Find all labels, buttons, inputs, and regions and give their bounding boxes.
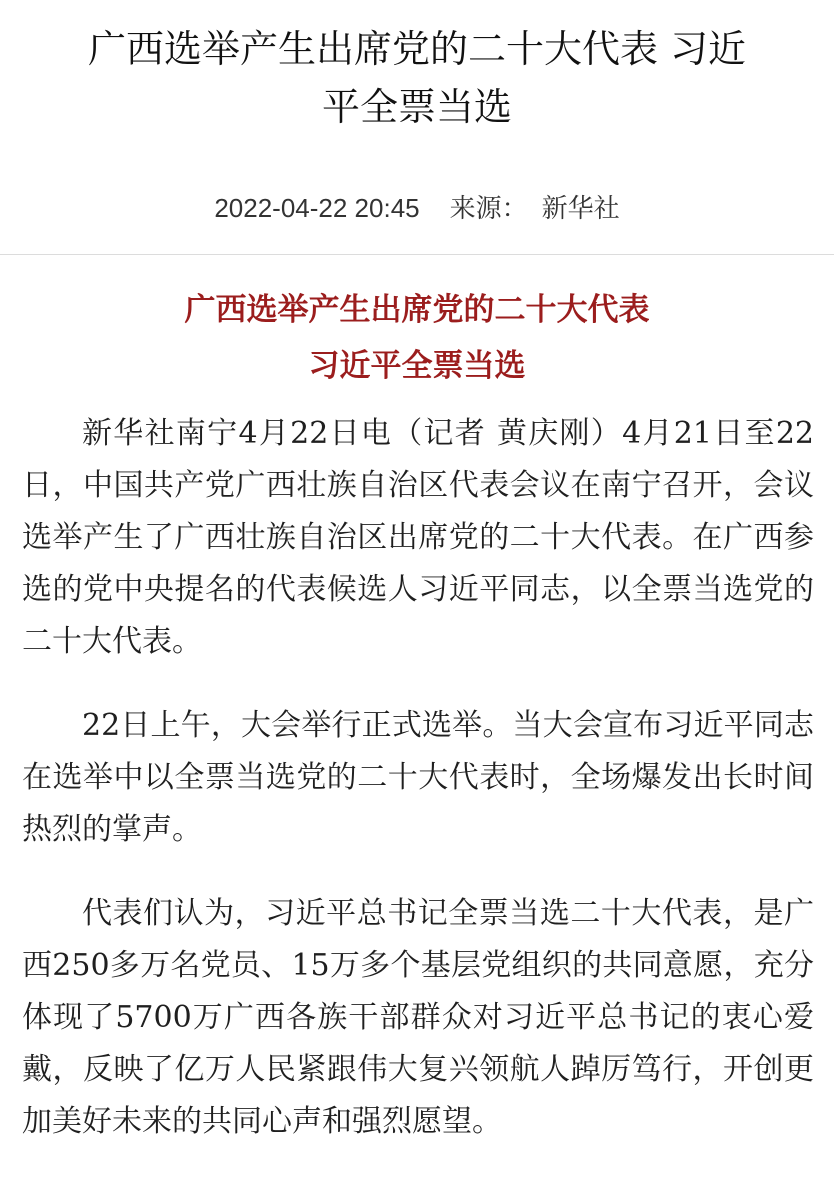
source-label: 来源： [449, 193, 528, 223]
paragraph: 代表们认为，习近平总书记全票当选二十大代表，是广西250多万名党员、15万多个基层党组织的共同意愿，充分体现了5700万广西各族干部群众对习近平总书记的衷心爱戴，反映了亿万人民紧跟伟大复兴领航人踔厉笃行，开创更加美好未来的共同心声和强烈愿望。 [22, 896, 814, 1139]
article-subtitle [0, 282, 834, 394]
article-meta [0, 188, 834, 228]
article-subtitle-line-2: 习近平全票当选 [308, 348, 526, 384]
paragraph: 22日上午，大会举行正式选举。当大会宣布习近平同志在选举中以全票当选党的二十大代表时，全场爆发出长时间热烈的掌声。 [22, 708, 814, 847]
article-title [22, 20, 812, 136]
article-body [22, 408, 814, 1180]
article-title-line-2: 平全票当选 [321, 85, 512, 129]
publish-date: 2022-04-22 20:45 [214, 193, 420, 223]
article-subtitle-line-1: 广西选举产生出席党的二十大代表 [184, 292, 650, 328]
source-name: 新华社 [541, 193, 620, 223]
article-title-line-1: 广西选举产生出席党的二十大代表 习近 [87, 27, 747, 71]
paragraph: 新华社南宁4月22日电（记者 黄庆刚）4月21日至22日，中国共产党广西壮族自治区代表会议在南宁召开，会议选举产生了广西壮族自治区出席党的二十大代表。在广西参选的党中央提名的代表候选人习近平同志，以全票当选党的二十大代表。 [22, 416, 814, 659]
header-divider [0, 254, 834, 255]
